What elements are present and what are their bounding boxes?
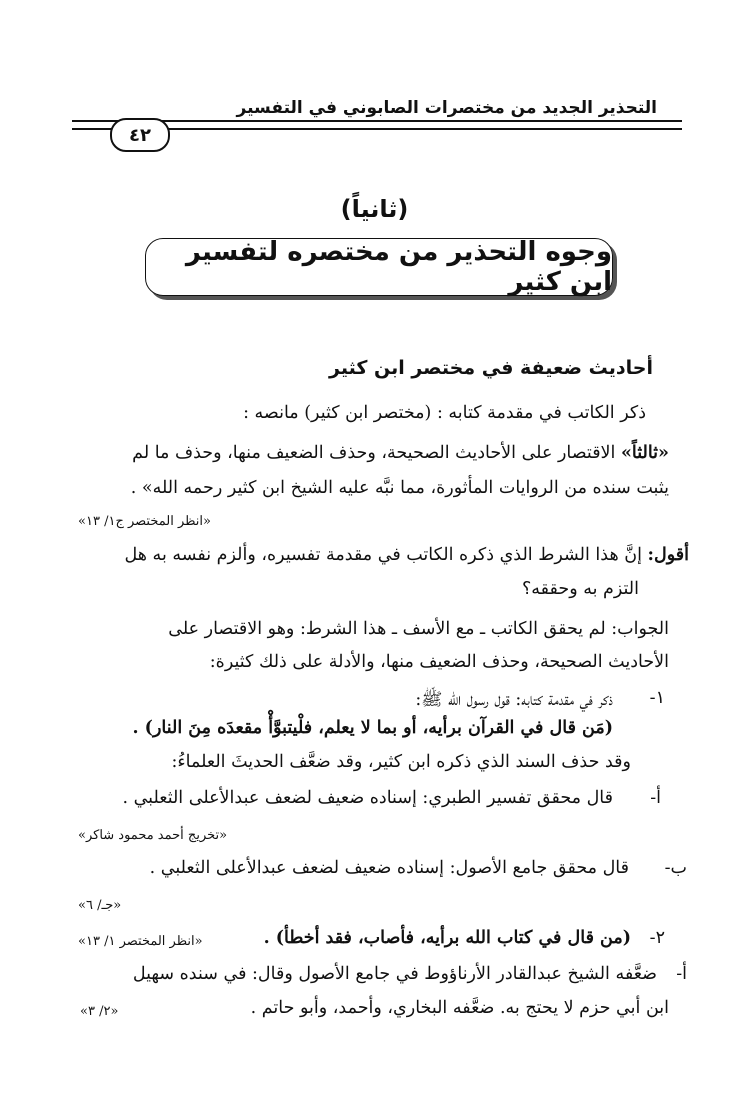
body-line-11: قال محقق تفسير الطبري: إسناده ضعيف لضعف عبدالأعلى الثعلبي . xyxy=(122,788,613,808)
hadith-text-1: (مَن قال في القرآن برأيه، أو بما لا يعلم، فلْيتبوَّأْ مقعدَه مِنَ النار) . xyxy=(132,718,613,738)
list-letter-a: أ- xyxy=(650,788,661,808)
body-line-6: الجواب: لم يحقق الكاتب ـ مع الأسف ـ هذا الشرط: وهو الاقتصار على xyxy=(168,619,669,639)
section-title: وجوه التحذير من مختصره لتفسير ابن كثير xyxy=(145,238,613,296)
running-header-title: التحذير الجديد من مختصرات الصابوني في التفسير xyxy=(236,98,657,118)
page-number: ٤٢ xyxy=(110,118,170,152)
reference-1: «انظر المختصر ج١/ ١٣» xyxy=(78,514,211,529)
aqool-label: أقول: xyxy=(647,545,689,565)
body-line-12: قال محقق جامع الأصول: إسناده ضعيف لضعف عبدالأعلى الثعلبي . xyxy=(149,858,629,878)
body-line-3: يثبت سنده من الروايات المأثورة، مما نبَّه عليه الشيخ ابن كثير رحمه الله» . xyxy=(130,478,669,498)
reference-2: «تخريج أحمد محمود شاكر» xyxy=(78,828,228,843)
body-line-5: التزم به وحققه؟ xyxy=(522,579,639,599)
list-number-1: ١- xyxy=(649,688,665,708)
body-line-8: ذكر في مقدمة كتابه: قول رسول الله ﷺ: xyxy=(415,690,613,710)
subheading: أحاديث ضعيفة في مختصر ابن كثير xyxy=(329,357,653,379)
hadith-text-2: (من قال في كتاب الله برأيه، فأصاب، فقد أخطأ) . xyxy=(263,928,631,948)
body-line-7: الأحاديث الصحيحة، وحذف الضعيف منها، والأدلة على ذلك كثيرة: xyxy=(209,652,669,672)
reference-4: «انظر المختصر ١/ ١٣» xyxy=(78,934,203,949)
body-line-4: أقول: إنَّ هذا الشرط الذي ذكره الكاتب في مقدمة تفسيره، وألزم نفسه به هل xyxy=(124,545,689,565)
reference-5: «٢/ ٣» xyxy=(80,1004,119,1019)
list-letter-b: ب- xyxy=(664,858,687,878)
body-line-15: ابن أبي حزم لا يحتج به. ضعَّفه البخاري، وأحمد، وأبو حاتم . xyxy=(250,998,669,1018)
body-line-14: ضعَّفه الشيخ عبدالقادر الأرناؤوط في جامع الأصول وقال: في سنده سهيل xyxy=(132,964,657,984)
body-line-2: «ثالثاً» الاقتصار على الأحاديث الصحيحة، وحذف الضعيف منها، وحذف ما لم xyxy=(132,443,669,463)
section-number: (ثانياً) xyxy=(340,195,409,223)
quote-marker: «ثالثاً» xyxy=(620,443,669,463)
reference-3: «جـ/ ٦» xyxy=(78,898,122,913)
list-letter-a-2: أ- xyxy=(676,964,687,984)
body-line-1: ذكر الكاتب في مقدمة كتابه : (مختصر ابن كثير) مانصه : xyxy=(243,403,646,423)
list-number-2: ٢- xyxy=(649,928,665,948)
body-line-10: وقد حذف السند الذي ذكره ابن كثير، وقد ضعَّف الحديثَ العلماءُ: xyxy=(171,752,631,772)
